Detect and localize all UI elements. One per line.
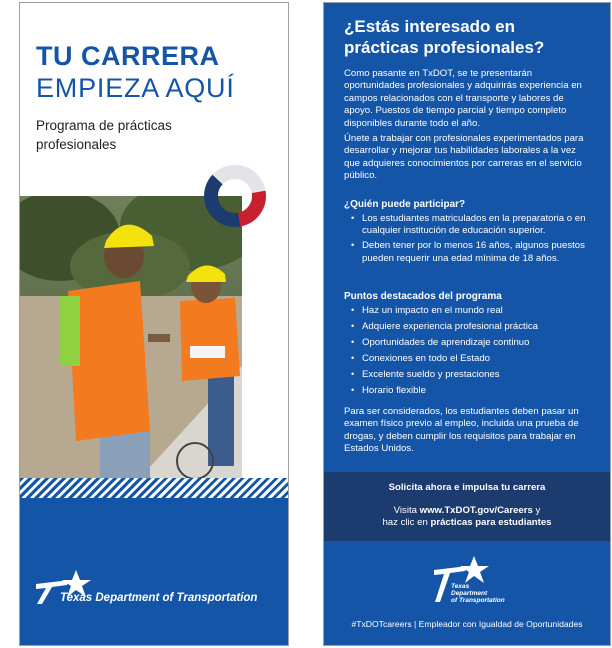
headline-line1: TU CARRERA [36, 41, 220, 71]
brochure-back-panel [323, 2, 611, 646]
call-to-action-band [324, 472, 610, 541]
program-subtitle: Programa de prácticas profesionales [36, 118, 172, 152]
logo-line: of Transportation [451, 597, 505, 604]
list-item: • Excelente sueldo y prestaciones [344, 369, 596, 381]
highlights-heading: Puntos destacados del programa [344, 291, 502, 302]
internship-question-title: ¿Estás interesado en prácticas profesionales? [344, 17, 545, 57]
list-item: • Oportunidades de aprendizaje continuo [344, 337, 596, 349]
list-item: • Deben tener por lo menos 16 años, algunos puestos pueden requerir una edad mínima de 18 años. [344, 240, 596, 265]
txdot-logo-text: Texas Department of Transportation [60, 592, 258, 604]
student-internships-link[interactable]: prácticas para estudiantes [430, 517, 552, 528]
cta-visit-line [324, 505, 610, 516]
cta-heading: Solicita ahora e impulsa tu carrera [388, 482, 546, 493]
highlights-list [344, 305, 596, 401]
white-margin [242, 196, 289, 478]
who-heading: ¿Quién puede participar? [344, 199, 466, 210]
list-item: • Los estudiantes matriculados en la preparatoria o en cualquier institución de educación superior. [344, 213, 596, 238]
intro-paragraph: Como pasante en TxDOT, se te presentarán oportunidades profesionales y adquirirás experiencia en campos relacionados con el transporte y labores de apoyo. Puestos de tiempo parcial y tiempo completo disponibles durante todo el año. [344, 68, 582, 129]
list-item: • Conexiones en todo el Estado [344, 353, 596, 365]
workers-photo [20, 196, 242, 478]
list-item: • Haz un impacto en el mundo real [344, 305, 596, 317]
headline-line2: EMPIEZA AQUÍ [36, 73, 235, 103]
donut-graphic [200, 161, 270, 231]
hatch-decoration-bottom [20, 478, 289, 498]
join-paragraph: Únete a trabajar con profesionales experimentados para desarrollar y mejorar tus habilidades laborales a la vez que adquieres conocimientos por carreras en el servicio público. [344, 133, 584, 182]
brochure-front-panel [19, 2, 289, 646]
requirements-paragraph: Para ser considerados, los estudiantes deben pasar un examen físico previo al empleo, incluida una prueba de drogas, y deben cumplir los requisitos para trabajar en Estados Unidos. [344, 406, 579, 455]
cta-click-line [324, 517, 610, 528]
list-item: • Horario flexible [344, 385, 596, 397]
logo-line: Texas [451, 583, 470, 590]
logo-line: Department [451, 590, 488, 597]
txdot-logo-text [451, 583, 505, 604]
footer-tagline: #TxDOTcareers | Empleador con Igualdad de Oportunidades [351, 619, 583, 629]
list-item: • Adquiere experiencia profesional práctica [344, 321, 596, 333]
cta-visit-prefix: Visita [393, 505, 420, 516]
cta-click-prefix: haz clic en [382, 517, 431, 528]
eligibility-list [344, 213, 596, 268]
cta-visit-suffix: y [532, 505, 541, 516]
careers-link[interactable]: www.TxDOT.gov/Careers [419, 505, 533, 516]
